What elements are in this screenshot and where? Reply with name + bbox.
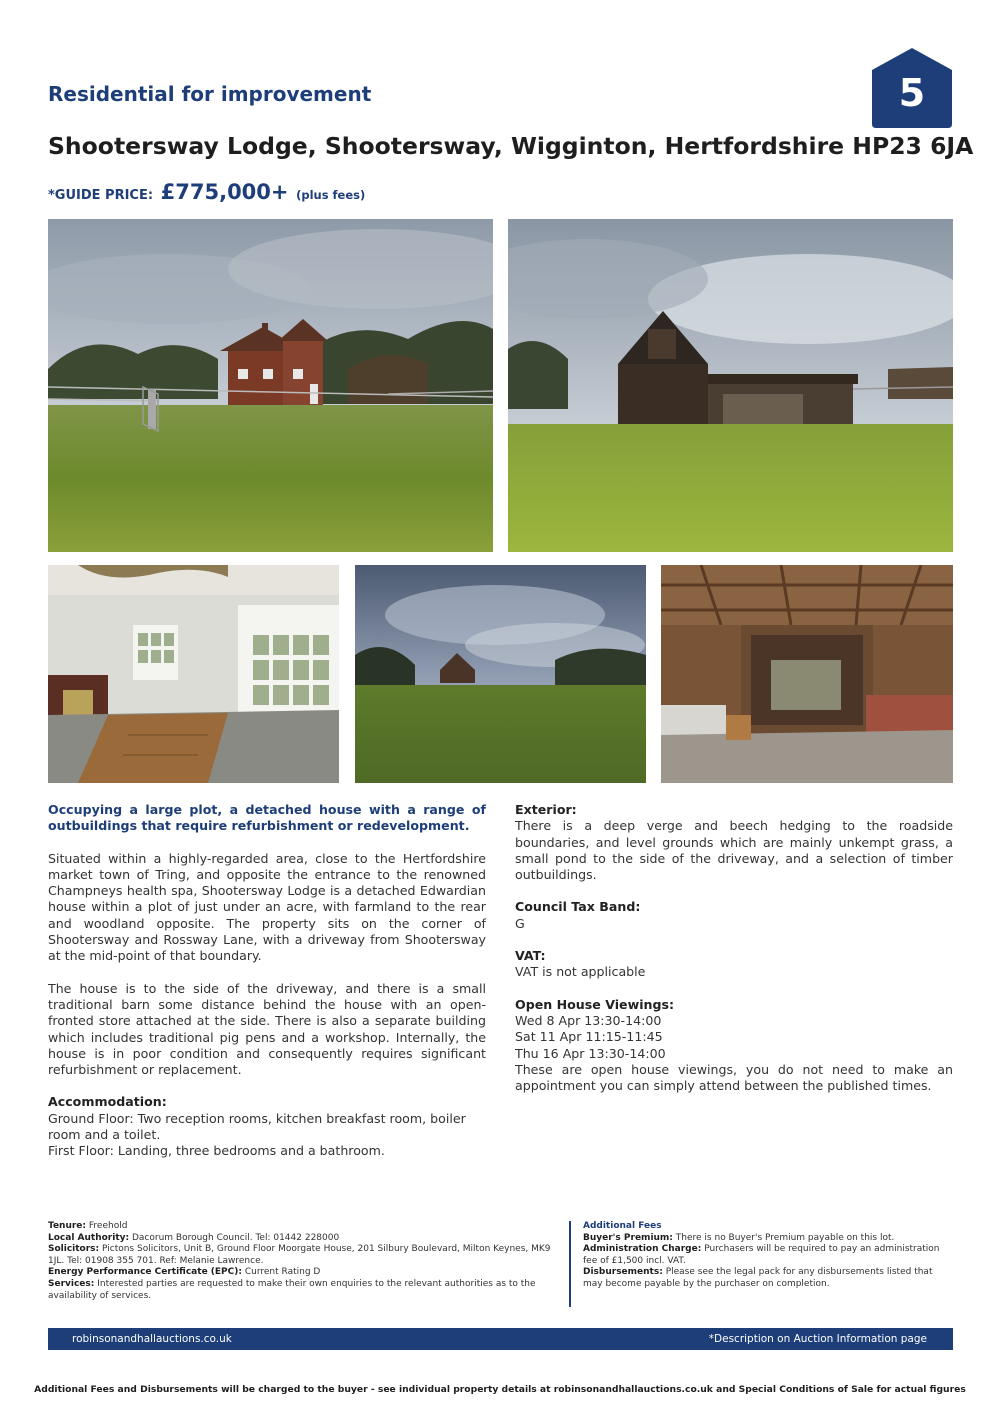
property-address: Shootersway Lodge, Shootersway, Wigginton, Hertfordshire HP23 6JA bbox=[48, 132, 974, 160]
additional-fees bbox=[583, 1221, 953, 1291]
guide-price-label: *GUIDE PRICE: bbox=[48, 188, 154, 203]
services-label: Services: bbox=[48, 1278, 95, 1289]
exterior-heading: Exterior: bbox=[515, 802, 577, 817]
services-value: Interested parties are requested to make their own enquiries to the relevant authorities as to the availability of services. bbox=[48, 1278, 536, 1301]
epc-row bbox=[48, 1267, 558, 1279]
vat-heading: VAT: bbox=[515, 948, 546, 964]
local-authority-value: Dacorum Borough Council. Tel: 01442 228000 bbox=[131, 1232, 340, 1243]
accommodation-first-floor: First Floor: Landing, three bedrooms and a bathroom. bbox=[48, 1143, 385, 1159]
photo-house-exterior bbox=[48, 219, 493, 552]
exterior-text: There is a deep verge and beech hedging to the roadside boundaries, and level grounds which are mainly unkempt grass, a small pond to the side of the driveway, and a selection of timber outbuildings. bbox=[515, 818, 953, 883]
viewings-heading: Open House Viewings: bbox=[515, 996, 675, 1012]
viewing-slot: Sat 11 Apr 11:15-11:45 bbox=[515, 1029, 663, 1045]
council-tax-heading: Council Tax Band: bbox=[515, 899, 641, 915]
tenure-row bbox=[48, 1221, 558, 1233]
property-info bbox=[48, 1221, 558, 1302]
fees-disclaimer: Additional Fees and Disbursements will be charged to the buyer - see individual property details at robinsonandhallauctions.co.uk and Special Conditions of Sale for actual figures bbox=[34, 1384, 966, 1395]
services-row bbox=[48, 1279, 558, 1302]
accommodation-heading: Accommodation: bbox=[48, 1094, 167, 1110]
buyers-premium-row bbox=[583, 1233, 953, 1245]
description-paragraph-2: The house is to the side of the driveway, and there is a small traditional barn some distance behind the house with an open-fronted store attached at the side. There is also a separate building which includes traditional pig pens and a workshop. Internally, the house is in poor condition and consequently requires significant refurbishment or replacement. bbox=[48, 980, 486, 1078]
photo-barn-interior bbox=[661, 565, 953, 783]
epc-label: Energy Performance Certificate (EPC): bbox=[48, 1267, 242, 1278]
description-paragraph-1: Situated within a highly-regarded area, close to the Hertfordshire market town of Tring, and opposite the entrance to the renowned Champneys health spa, Shootersway Lodge is a detached Edwardian house within a plot of just under an acre, with farmland to the rear and woodland opposite. The property sits on the corner of Shootersway and Rossway Lane, with a driveway from Shootersway at the mid-point of that boundary. bbox=[48, 850, 486, 964]
lot-badge bbox=[872, 48, 952, 128]
guide-price-fees: (plus fees) bbox=[296, 188, 366, 202]
vat-value: VAT is not applicable bbox=[515, 964, 646, 980]
photo-barn-exterior bbox=[508, 219, 953, 552]
solicitors-row bbox=[48, 1244, 558, 1267]
photo-interior-room bbox=[48, 565, 339, 783]
buyers-premium-value: There is no Buyer's Premium payable on this lot. bbox=[675, 1232, 895, 1243]
photo-grounds bbox=[355, 565, 646, 783]
footer-bar bbox=[48, 1328, 953, 1350]
viewing-slot: Wed 8 Apr 13:30-14:00 bbox=[515, 1012, 662, 1028]
local-authority-label: Local Authority: bbox=[48, 1232, 130, 1243]
guide-price bbox=[48, 180, 365, 204]
disbursements-row bbox=[583, 1267, 953, 1290]
description-column bbox=[48, 802, 486, 1160]
disbursements-value: Please see the legal pack for any disbursements listed that may become payable by the purchaser on completion. bbox=[583, 1267, 933, 1289]
website-link[interactable]: robinsonandhallauctions.co.uk bbox=[72, 1333, 232, 1345]
admin-charge-row bbox=[583, 1244, 953, 1267]
lot-number: 5 bbox=[898, 71, 926, 115]
solicitors-value: Pictons Solicitors, Unit B, Ground Floor Moorgate House, 201 Silbury Boulevard, Milton Keynes, MK9 1JL. Tel: 01908 355 701. Ref: Melanie Lawrence. bbox=[48, 1244, 551, 1266]
viewings-note: These are open house viewings, you do not need to make an appointment you can simply attend between the published times. bbox=[515, 1061, 953, 1094]
admin-charge-value: Purchasers will be required to pay an administration fee of £1,500 incl. VAT. bbox=[583, 1244, 940, 1266]
accommodation-ground-floor: Ground Floor: Two reception rooms, kitchen breakfast room, boiler room and a toilet. bbox=[48, 1110, 466, 1143]
guide-price-value: £775,000+ bbox=[160, 180, 289, 204]
buyers-premium-label: Buyer's Premium: bbox=[583, 1232, 673, 1243]
footer-note: *Description on Auction Information page bbox=[708, 1333, 927, 1345]
tenure-label: Tenure: bbox=[48, 1221, 87, 1231]
admin-charge-label: Administration Charge: bbox=[583, 1244, 702, 1255]
council-tax-value: G bbox=[515, 915, 525, 931]
local-authority-row bbox=[48, 1233, 558, 1245]
property-category: Residential for improvement bbox=[48, 82, 372, 106]
epc-value: Current Rating D bbox=[244, 1267, 321, 1278]
description-intro: Occupying a large plot, a detached house with a range of outbuildings that require refurbishment or redevelopment. bbox=[48, 802, 486, 834]
disbursements-label: Disbursements: bbox=[583, 1267, 663, 1278]
solicitors-label: Solicitors: bbox=[48, 1244, 100, 1255]
additional-fees-title: Additional Fees bbox=[583, 1221, 662, 1231]
viewing-slot: Thu 16 Apr 13:30-14:00 bbox=[515, 1045, 666, 1061]
tenure-value: Freehold bbox=[88, 1221, 128, 1231]
details-column bbox=[515, 802, 953, 1094]
info-divider bbox=[569, 1221, 571, 1307]
